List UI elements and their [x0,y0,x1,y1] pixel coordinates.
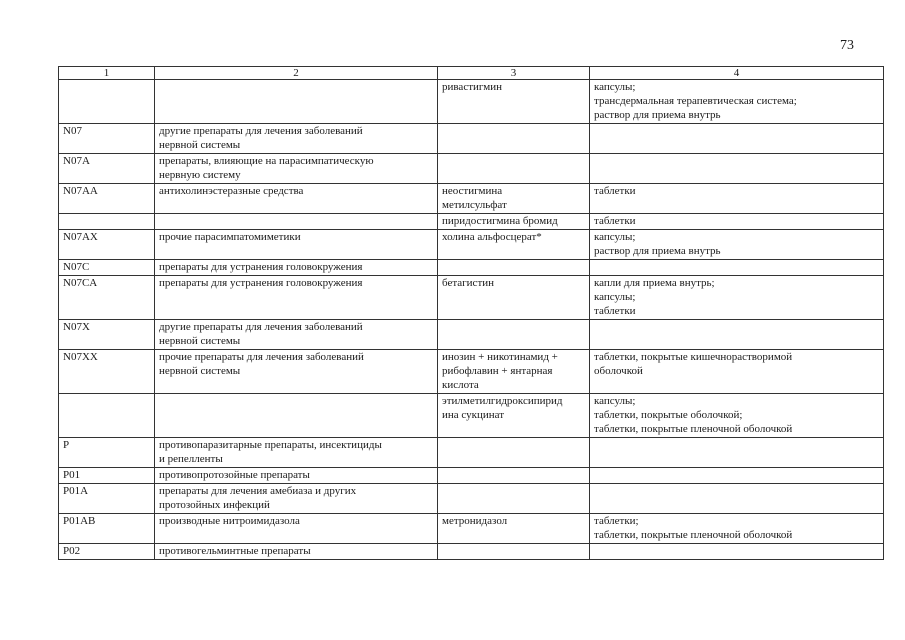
dosage-form-cell: таблетки [590,184,884,214]
drug-cell [438,468,590,484]
drug-cell [438,260,590,276]
atc-code-cell: N07CA [59,276,155,320]
group-cell: противопротозойные препараты [155,468,438,484]
group-cell: противопаразитарные препараты, инсектициды и репелленты [155,438,438,468]
drug-cell [438,320,590,350]
dosage-form-cell [590,544,884,560]
drug-cell [438,484,590,514]
atc-code-cell: N07A [59,154,155,184]
drug-cell: ривастигмин [438,80,590,124]
atc-code-cell: P [59,438,155,468]
table-row [59,276,884,320]
table-row [59,124,884,154]
atc-code-cell: P01 [59,468,155,484]
dosage-form-cell [590,468,884,484]
group-cell: прочие парасимпатомиметики [155,230,438,260]
atc-code-cell: N07X [59,320,155,350]
atc-code-cell: N07 [59,124,155,154]
atc-code-cell: N07C [59,260,155,276]
table-row [59,80,884,124]
group-cell: другие препараты для лечения заболеваний нервной системы [155,124,438,154]
drug-cell: холина альфосцерат* [438,230,590,260]
dosage-form-cell: таблетки; таблетки, покрытые пленочной оболочкой [590,514,884,544]
atc-code-cell: N07AA [59,184,155,214]
table-row [59,394,884,438]
group-cell: препараты, влияющие на парасимпатическую нервную систему [155,154,438,184]
group-cell [155,80,438,124]
dosage-form-cell [590,154,884,184]
atc-code-cell [59,394,155,438]
atc-code-cell [59,214,155,230]
page-number: 73 [840,38,854,53]
table-row [59,350,884,394]
table-row [59,484,884,514]
dosage-form-cell: капсулы; раствор для приема внутрь [590,230,884,260]
dosage-form-cell [590,260,884,276]
table-row [59,468,884,484]
group-cell: препараты для устранения головокружения [155,276,438,320]
group-cell [155,214,438,230]
group-cell: другие препараты для лечения заболеваний нервной системы [155,320,438,350]
group-cell [155,394,438,438]
drug-cell [438,438,590,468]
dosage-form-cell: капсулы; таблетки, покрытые оболочкой; таблетки, покрытые пленочной оболочкой [590,394,884,438]
drug-cell: метронидазол [438,514,590,544]
drug-cell: пиридостигмина бромид [438,214,590,230]
table-row [59,438,884,468]
group-cell: препараты для устранения головокружения [155,260,438,276]
table-row [59,544,884,560]
atc-code-cell: N07XX [59,350,155,394]
table-row [59,230,884,260]
header-col-3: 3 [438,67,590,80]
dosage-form-cell: таблетки, покрытые кишечнорастворимой оболочкой [590,350,884,394]
atc-code-cell: P02 [59,544,155,560]
dosage-form-cell [590,320,884,350]
header-row [59,67,884,80]
group-cell: препараты для лечения амебиаза и других протозойных инфекций [155,484,438,514]
atc-code-cell: P01AB [59,514,155,544]
group-cell: прочие препараты для лечения заболеваний нервной системы [155,350,438,394]
dosage-form-cell [590,484,884,514]
atc-code-cell: P01A [59,484,155,514]
group-cell: противогельминтные препараты [155,544,438,560]
drug-cell: неостигмина метилсульфат [438,184,590,214]
drug-cell: этилметилгидроксипирид ина сукцинат [438,394,590,438]
atc-code-cell: N07AX [59,230,155,260]
header-col-1: 1 [59,67,155,80]
drug-cell: бетагистин [438,276,590,320]
drug-cell [438,544,590,560]
header-col-2: 2 [155,67,438,80]
atc-code-cell [59,80,155,124]
header-col-4: 4 [590,67,884,80]
group-cell: производные нитроимидазола [155,514,438,544]
dosage-form-cell: капли для приема внутрь; капсулы; таблетки [590,276,884,320]
dosage-form-cell [590,438,884,468]
dosage-form-cell: капсулы; трансдермальная терапевтическая система; раствор для приема внутрь [590,80,884,124]
dosage-form-cell: таблетки [590,214,884,230]
table-row [59,184,884,214]
medication-table [58,66,884,560]
table-row [59,214,884,230]
drug-cell [438,154,590,184]
group-cell: антихолинэстеразные средства [155,184,438,214]
drug-cell [438,124,590,154]
table-row [59,514,884,544]
drug-cell: инозин + никотинамид + рибофлавин + янтарная кислота [438,350,590,394]
table-row [59,154,884,184]
table-row [59,320,884,350]
table-row [59,260,884,276]
dosage-form-cell [590,124,884,154]
